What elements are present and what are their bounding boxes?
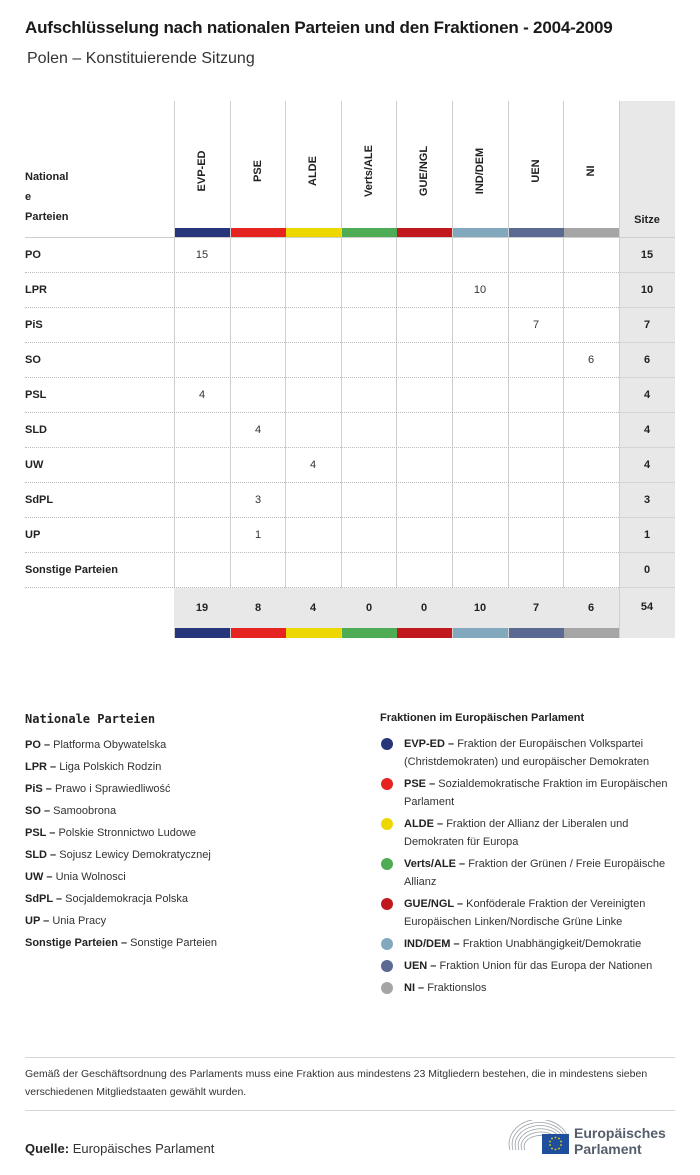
parliament-hemicycle-icon — [508, 1120, 570, 1156]
group-color-bar — [231, 628, 286, 638]
group-legend-item: UEN – Fraktion Union für das Europa der Nationen — [380, 957, 680, 975]
group-header-label: IND/DEM — [474, 147, 486, 195]
party-label: UW — [25, 459, 44, 471]
seat-cell: 7 — [532, 319, 540, 331]
party-label: UP — [25, 529, 41, 541]
logo-text: Europäisches Parlament — [574, 1125, 666, 1157]
national-party-legend-item: UW – Unia Wolnosci — [25, 871, 126, 883]
group-legend-item: Verts/ALE – Fraktion der Grünen / Freie Europäische Allianz — [380, 855, 680, 891]
group-legend-item: PSE – Sozialdemokratische Fraktion im Europäischen Parlament — [380, 775, 680, 811]
divider — [25, 1110, 675, 1111]
group-color-bar — [564, 228, 619, 237]
column-total: 0 — [420, 602, 428, 614]
row-total: 6 — [643, 354, 651, 366]
groups-legend — [380, 735, 680, 1001]
group-color-dot-icon — [381, 960, 393, 972]
table-row — [25, 308, 675, 343]
group-color-bar — [286, 228, 341, 237]
source-value: Europäisches Parlament — [72, 1141, 215, 1156]
row-total: 4 — [643, 424, 651, 436]
national-party-legend-item: SLD – Sojusz Lewicy Demokratycznej — [25, 849, 211, 861]
national-party-legend-item: Sonstige Parteien – Sonstige Parteien — [25, 937, 217, 949]
group-color-bar — [231, 228, 286, 237]
table-row — [25, 448, 675, 483]
group-color-dot-icon — [381, 778, 393, 790]
group-column-header — [341, 101, 397, 229]
group-header-label: UEN — [530, 159, 542, 183]
group-color-bar — [453, 228, 508, 237]
group-color-bar — [175, 228, 230, 237]
group-column-header — [230, 101, 286, 229]
seat-cell: 10 — [473, 284, 487, 296]
row-total: 3 — [643, 494, 651, 506]
group-column-header — [508, 101, 564, 229]
group-column-header — [174, 101, 230, 229]
group-color-bar — [342, 228, 397, 237]
table-row — [25, 553, 675, 588]
table-row — [25, 413, 675, 448]
row-total: 4 — [643, 389, 651, 401]
group-legend-item: NI – Fraktionslos — [380, 979, 680, 997]
group-header-label: Verts/ALE — [363, 145, 375, 197]
party-label: LPR — [25, 284, 47, 296]
group-color-bar — [342, 628, 397, 638]
group-color-bar — [509, 228, 564, 237]
table-row — [25, 483, 675, 518]
row-total: 1 — [643, 529, 651, 541]
party-label: SLD — [25, 424, 47, 436]
page-subtitle: Polen – Konstituierende Sitzung — [27, 50, 255, 67]
national-parties-legend — [25, 734, 217, 954]
group-legend-item: EVP-ED – Fraktion der Europäischen Volkspartei (Christdemokraten) und europäischer Demokraten — [380, 735, 680, 771]
column-total: 10 — [473, 602, 487, 614]
table-row — [25, 273, 675, 308]
group-header-label: ALDE — [307, 156, 319, 186]
group-color-bar — [564, 628, 619, 638]
party-label: Sonstige Parteien — [25, 564, 118, 576]
group-color-bar — [509, 628, 564, 638]
group-header-label: PSE — [252, 159, 264, 183]
table-row — [25, 378, 675, 413]
seats-header: Sitze — [634, 214, 660, 226]
source-label: Quelle: — [25, 1141, 70, 1156]
seat-cell: 4 — [309, 459, 317, 471]
seat-cell: 3 — [254, 494, 262, 506]
row-total: 10 — [640, 284, 654, 296]
seat-cell: 6 — [587, 354, 595, 366]
national-party-legend-item: PiS – Prawo i Sprawiedliwość — [25, 783, 171, 795]
group-color-bar — [453, 628, 508, 638]
national-party-legend-item: SdPL – Socjaldemokracja Polska — [25, 893, 189, 905]
table-row — [25, 518, 675, 553]
group-column-header — [563, 101, 619, 229]
table-row — [25, 343, 675, 378]
party-label: SO — [25, 354, 41, 366]
group-column-header — [452, 101, 508, 229]
column-total: 6 — [587, 602, 595, 614]
group-column-header — [285, 101, 341, 229]
column-total: 7 — [532, 602, 540, 614]
column-total: 0 — [365, 602, 373, 614]
group-color-dot-icon — [381, 738, 393, 750]
divider — [25, 1057, 675, 1058]
national-party-legend-item: LPR – Liga Polskich Rodzin — [25, 761, 162, 773]
seat-cell: 1 — [254, 529, 262, 541]
national-party-legend-item: SO – Samoobrona — [25, 805, 117, 817]
group-color-dot-icon — [381, 858, 393, 870]
column-total: 8 — [254, 602, 262, 614]
group-header-label: GUE/NGL — [418, 145, 430, 197]
group-color-bar — [397, 628, 452, 638]
national-party-legend-item: UP – Unia Pracy — [25, 915, 107, 927]
party-label: PSL — [25, 389, 47, 401]
group-color-dot-icon — [381, 982, 393, 994]
page-title: Aufschlüsselung nach nationalen Parteien und den Fraktionen - 2004-2009 — [25, 18, 613, 37]
table-row — [25, 238, 675, 273]
party-label: SdPL — [25, 494, 54, 506]
column-total: 19 — [195, 602, 209, 614]
group-color-dot-icon — [381, 938, 393, 950]
group-column-header — [396, 101, 452, 229]
seat-cell: 4 — [254, 424, 262, 436]
group-color-bar — [175, 628, 230, 638]
group-legend-item: IND/DEM – Fraktion Unabhängigkeit/Demokratie — [380, 935, 680, 953]
grand-total: 54 — [640, 601, 654, 613]
seat-cell: 15 — [195, 249, 209, 261]
party-label: PiS — [25, 319, 43, 331]
ep-logo — [508, 1120, 678, 1160]
row-total: 0 — [643, 564, 651, 576]
group-color-bar — [286, 628, 341, 638]
national-party-legend-item: PO – Platforma Obywatelska — [25, 739, 167, 751]
group-legend-item: GUE/NGL – Konföderale Fraktion der Vereinigten Europäischen Linken/Nordische Grüne Linke — [380, 895, 680, 931]
column-total: 4 — [309, 602, 317, 614]
group-header-label: NI — [585, 165, 597, 177]
row-total: 15 — [640, 249, 654, 261]
national-parties-legend-title: Nationale Parteien — [25, 712, 156, 726]
national-parties-header: National e Parteien — [25, 171, 69, 223]
group-color-dot-icon — [381, 818, 393, 830]
groups-legend-title: Fraktionen im Europäischen Parlament — [380, 712, 585, 724]
group-header-label: EVP-ED — [196, 150, 208, 192]
national-party-legend-item: PSL – Polskie Stronnictwo Ludowe — [25, 827, 197, 839]
source-line — [25, 1141, 214, 1156]
group-color-bar — [397, 228, 452, 237]
party-label: PO — [25, 249, 41, 261]
footnote: Gemäß der Geschäftsordnung des Parlaments muss eine Fraktion aus mindestens 23 Mitgliedern bestehen, die in mindestens sieben verschiedenen Mitgliedstaaten gewählt wurden. — [25, 1068, 648, 1098]
group-color-dot-icon — [381, 898, 393, 910]
group-legend-item: ALDE – Fraktion der Allianz der Liberalen und Demokraten für Europa — [380, 815, 680, 851]
seat-cell: 4 — [198, 389, 206, 401]
row-total: 4 — [643, 459, 651, 471]
row-total: 7 — [643, 319, 651, 331]
